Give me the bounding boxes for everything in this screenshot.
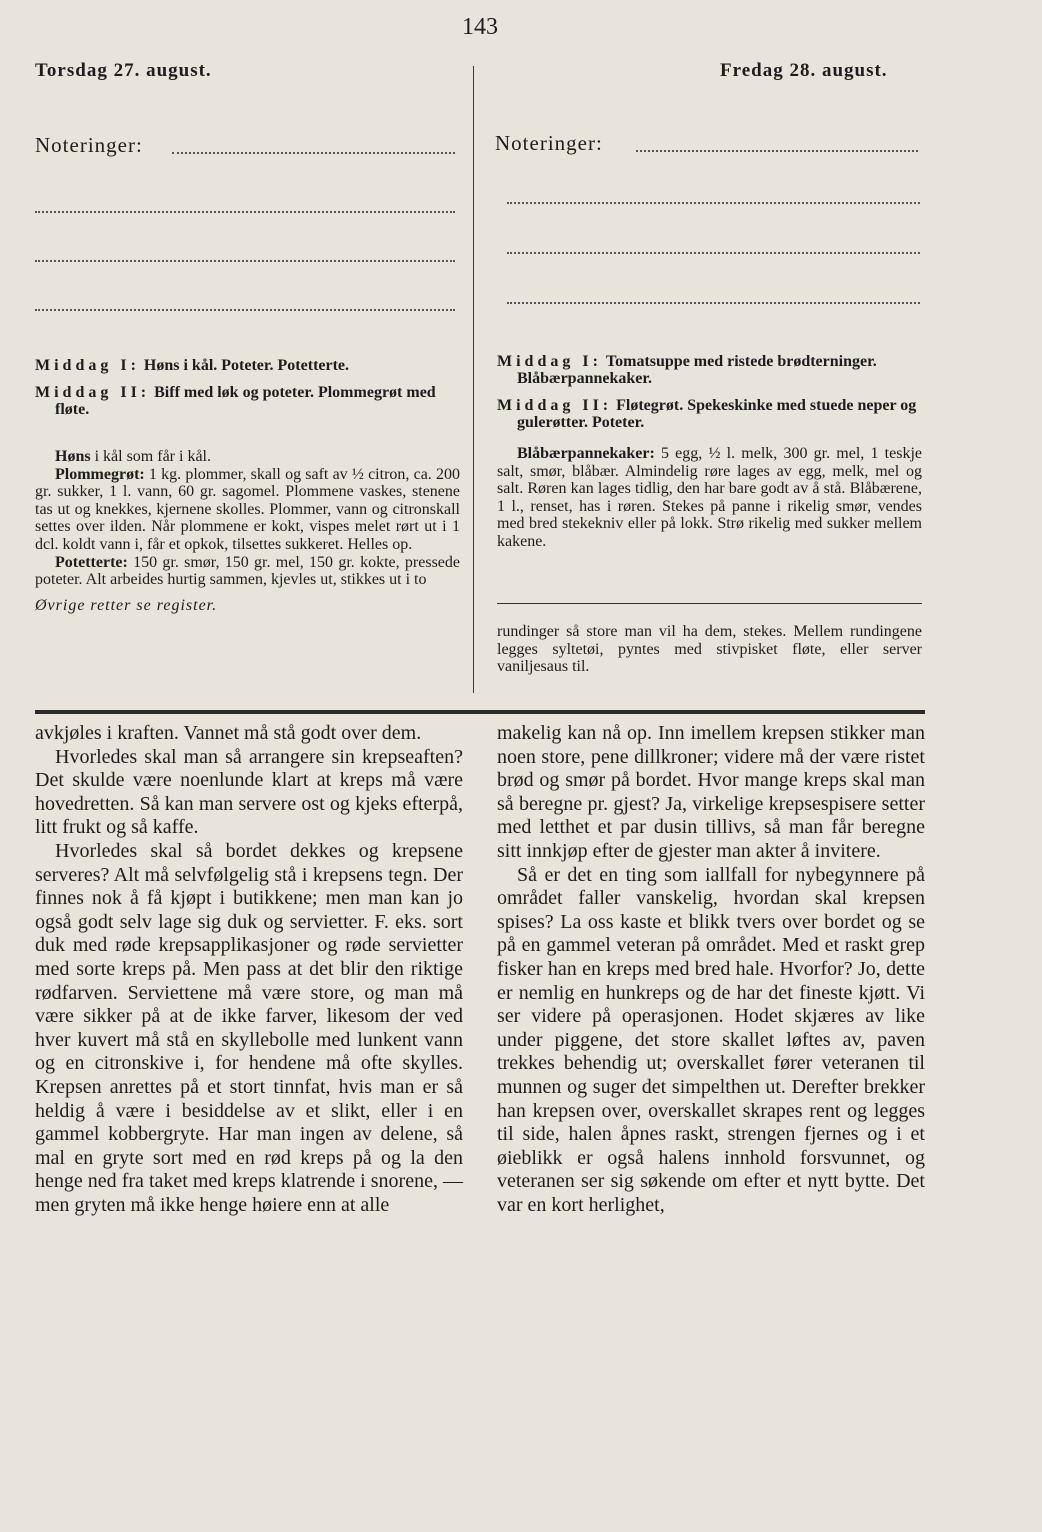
recipe-paragraph: Blåbærpannekaker: 5 egg, ½ l. melk, 300 gr. mel, 1 teskje salt, smør, blåbær. Almindelig røre lages av egg, melk, mel og salt. Røren kan lages tidlig, den har bare godt av å stå. Blåbærene, 1 l., renset, has i røren. Stekes på panne i rikelig smør, vendes med bred stekekniv eller på lokk. Strø rikelig med sukker mellem kakene.: [497, 445, 922, 550]
recipe-paragraph: Potetterte: 150 gr. smør, 150 gr. mel, 150 gr. kokte, pressede poteter. Alt arbeides hurtig sammen, kjevles ut, stikkes ut i to: [35, 553, 460, 589]
column-divider: [473, 66, 474, 693]
menu-item: Middag I: Høns i kål. Poteter. Potetterte.: [35, 357, 350, 374]
section-rule: [497, 603, 922, 604]
notes-line: [35, 209, 455, 213]
menu-right: [497, 353, 922, 431]
notes-line: [507, 200, 920, 204]
notes-line: [35, 258, 455, 262]
article-paragraph: avkjøles i kraften. Vannet må stå godt over dem.: [35, 722, 422, 744]
day-heading-friday: Fredag 28. august.: [720, 60, 888, 81]
recipe-paragraph: Høns i kål som får i kål.: [55, 448, 211, 465]
recipe-right: [497, 445, 922, 551]
notes-label-left: Noteringer:: [35, 133, 143, 157]
recipes-left: [35, 448, 460, 614]
article-column-right: [497, 722, 925, 1217]
page-number: 143: [462, 14, 498, 40]
notes-line: [636, 148, 918, 152]
article-paragraph: makelig kan nå op. Inn imellem krepsen stikker man noen store, pene dillkroner; videre må der være ristet brød og smør på bordet. Hvor mange kreps skal man så beregne pr. gjest? Ja, virkelige krepsespisere setter med letthet et par dusin tillivs, så man får beregne sitt innkjøp efter de gjester man akter å invitere.: [497, 722, 925, 862]
article-column-left: [35, 722, 463, 1217]
menu-left: [35, 357, 460, 418]
recipe-paragraph: Plommegrøt: 1 kg. plommer, skall og saft av ½ citron, ca. 200 gr. sukker, 1 l. vann, 60 gr. sagomel. Plommene vaskes, stenene tas ut og knekkes, kjernene skolles. Plommer, vann og citronskall settes over ilden. Når plommene er kokt, vispes melet rørt ut i 1 dcl. koldt vann i, får et opkok, tilsettes sukkeret. Helles op.: [35, 465, 460, 553]
day-heading-thursday: Torsdag 27. august.: [35, 60, 212, 81]
notes-line: [35, 307, 455, 311]
article-paragraph: Så er det en ting som iallfall for nybegynnere på området faller vanskelig, hvordan skal krepsen spises? La oss kaste et blikk tvers over bordet og se på en gammel veteran på området. Med et raskt grep fisker han en kreps med bred hale. Hvorfor? Jo, dette er nemlig en hunkreps og de har det fineste kjøtt. Vi ser videre på operasjonen. Hodet skjæres av like under piggene, det store skallet løftes av, paven trekkes behendig ut; overskallet fører veteranen til munnen og suger det simpelthen ut. Derefter brekker han krepsen over, overskallet skrapes rent og legges til side, halen åpnes raskt, strengen fjernes og i et øieblikk er også halens innhold forsvunnet, og veteranen ser sig søkende om efter et nytt bytte. Det var en kort herlighet,: [497, 863, 925, 1216]
notes-line: [507, 250, 920, 254]
notes-line: [507, 300, 920, 304]
menu-item: Middag II: Fløtegrøt. Spekeskinke med stuede neper og gulerøtter. Poteter.: [497, 397, 917, 431]
notes-line: [172, 150, 455, 154]
section-divider: [35, 710, 925, 714]
footnote: Øvrige retter se register.: [35, 596, 218, 614]
notes-label-right: Noteringer:: [495, 131, 603, 155]
menu-item: Middag I: Tomatsuppe med ristede brødterninger. Blåbærpannekaker.: [497, 353, 877, 387]
article-paragraph: Hvorledes skal man så arrangere sin krepseaften? Det skulde være noenlunde klart at kreps må være hovedretten. Så kan man servere ost og kjeks efterpå, litt frukt og så kaffe.: [35, 745, 463, 839]
recipe-continuation: rundinger så store man vil ha dem, stekes. Mellem rundingene legges syltetøi, pyntes med stivpisket fløte, eller server vaniljesaus til.: [497, 623, 922, 676]
article-paragraph: Hvorledes skal så bordet dekkes og krepsene serveres? Alt må selvfølgelig stå i krepsens tegn. Der finnes nok å få kjøpt i butikkene; men man kan jo også godt selv lage sig duk og servietter. F. eks. sort duk med røde krepsapplikasjoner og røde servietter med sorte kreps på. Men pass at det blir den riktige rødfarven. Serviettene må være store, og man må være sikker på at de ikke farver, likesom der ved hver kuvert må stå en skyllebolle med lunkent vann og en citronskive i, for hendene må ofte skylles. Krepsen anrettes på et stort tinnfat, hvis man er så heldig å være i besiddelse av et slikt, eller i en gammel kobbergryte. Har man ingen av delene, så mal en gryte sort med en rød kreps på og la den henge ned fra taket med kreps klatrende i snorene, — men gryten må ikke henge høiere enn at alle: [35, 839, 463, 1216]
menu-item: Middag II: Biff med løk og poteter. Plommegrøt med fløte.: [35, 384, 436, 418]
